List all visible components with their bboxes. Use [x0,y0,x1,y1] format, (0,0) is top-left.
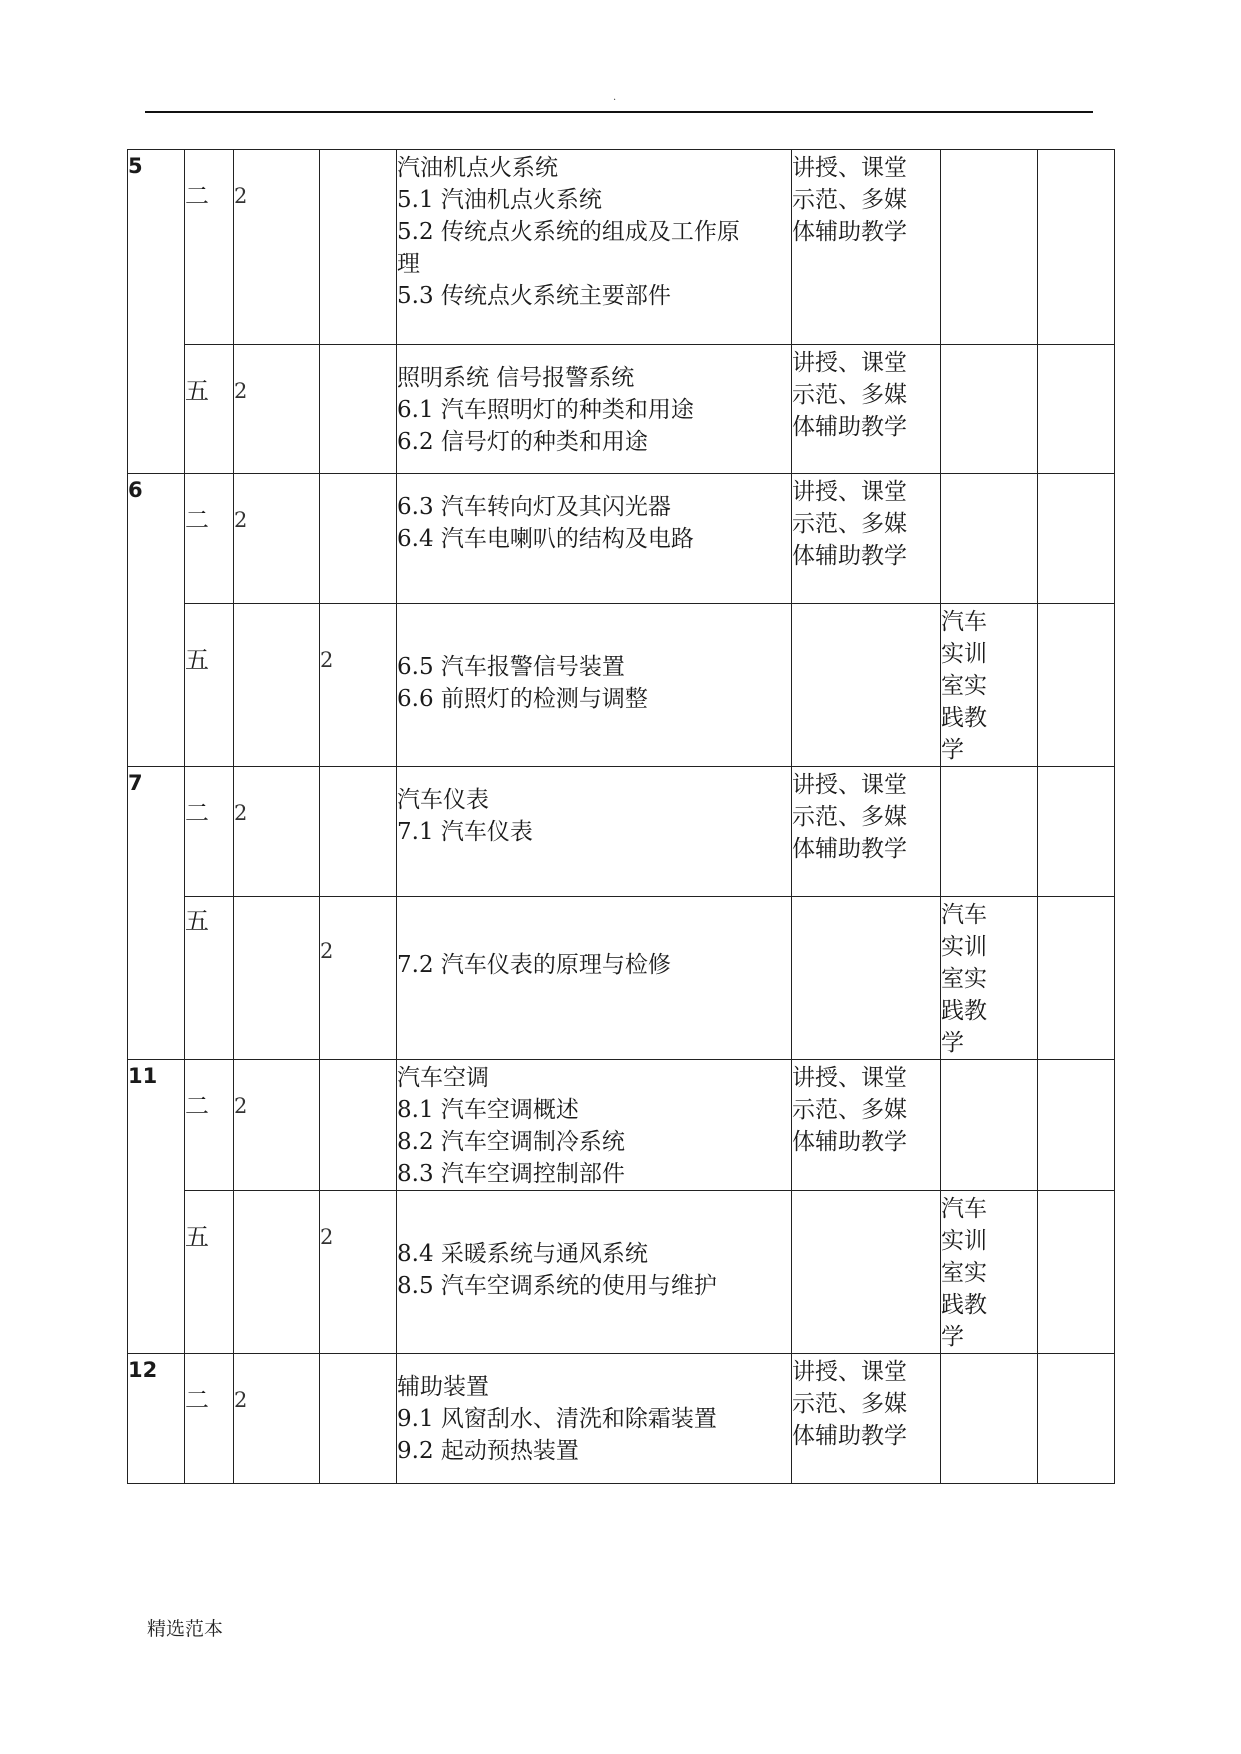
theory-hours-cell [234,604,320,767]
text-line: 实训 [941,641,987,667]
note-cell [1038,1060,1115,1191]
text-line: 8.1 汽车空调概述 [397,1097,579,1123]
week-number: 5 [128,150,185,474]
method-cell [792,604,941,767]
text-line: 体辅助教学 [792,543,907,569]
schedule-row [128,474,1115,604]
text-line: 体辅助教学 [792,1423,907,1449]
place-cell [941,604,1038,767]
place-cell [941,767,1038,897]
theory-hours-cell: 2 [234,1060,320,1191]
practice-hours-cell [320,767,397,897]
schedule-row [128,767,1115,897]
method-cell [792,1191,941,1354]
method-cell [792,474,941,604]
text-line: 践教 [941,705,987,731]
content-cell [397,1060,792,1191]
content-cell [397,345,792,474]
weekday-cell: 二 [185,767,234,897]
theory-hours-cell: 2 [234,767,320,897]
text-line: 讲授、课堂 [792,350,907,376]
text-line: 体辅助教学 [792,219,907,245]
text-line: 室实 [941,966,987,992]
method-cell [792,345,941,474]
text-line: 实训 [941,1228,987,1254]
text-line: 示范、多媒 [792,382,907,408]
content-cell [397,767,792,897]
content-cell [397,474,792,604]
text-line: 汽车 [941,1196,987,1222]
place-cell [941,150,1038,345]
weekday-cell: 二 [185,1354,234,1484]
footer-text: 精选范本 [147,1618,224,1640]
week-number: 11 [128,1060,185,1354]
text-line: 6.3 汽车转向灯及其闪光器 [397,494,671,520]
text-line: 践教 [941,1292,987,1318]
text-line: 6.2 信号灯的种类和用途 [397,429,648,455]
text-line: 示范、多媒 [792,511,907,537]
text-line: 讲授、课堂 [792,479,907,505]
week-number: 6 [128,474,185,767]
schedule-row [128,1060,1115,1191]
note-cell [1038,1354,1115,1484]
weekday-cell: 五 [185,897,234,1060]
text-line: 辅助装置 [397,1374,489,1400]
text-line: 体辅助教学 [792,836,907,862]
text-line: 6.6 前照灯的检测与调整 [397,686,648,712]
text-line: 讲授、课堂 [792,772,907,798]
text-line: 体辅助教学 [792,414,907,440]
method-cell [792,767,941,897]
theory-hours-cell [234,1191,320,1354]
place-cell [941,1060,1038,1191]
place-cell [941,1354,1038,1484]
note-cell [1038,150,1115,345]
header-mark: . [613,92,617,103]
text-line: 汽车 [941,609,987,635]
text-line: 实训 [941,934,987,960]
weekday-cell: 二 [185,474,234,604]
text-line: 体辅助教学 [792,1129,907,1155]
practice-hours-cell [320,345,397,474]
text-line: 学 [941,1030,964,1056]
text-line: 5.1 汽油机点火系统 [397,187,602,213]
practice-hours-cell [320,1060,397,1191]
method-cell [792,897,941,1060]
theory-hours-cell: 2 [234,1354,320,1484]
schedule-table [127,149,1115,1484]
text-line: 汽车 [941,902,987,928]
text-line: 讲授、课堂 [792,155,907,181]
text-line: 室实 [941,1260,987,1286]
theory-hours-cell: 2 [234,150,320,345]
schedule-row [128,150,1115,345]
text-line: 学 [941,1324,964,1350]
text-line: 8.5 汽车空调系统的使用与维护 [397,1273,717,1299]
place-cell [941,897,1038,1060]
method-cell [792,150,941,345]
text-line: 示范、多媒 [792,187,907,213]
text-line: 6.4 汽车电喇叭的结构及电路 [397,526,694,552]
text-line: 9.2 起动预热装置 [397,1438,579,1464]
note-cell [1038,897,1115,1060]
text-line: 9.1 风窗刮水、清洗和除霜装置 [397,1406,717,1432]
text-line: 学 [941,737,964,763]
practice-hours-cell: 2 [320,604,397,767]
weekday-cell: 五 [185,1191,234,1354]
schedule-row [128,897,1115,1060]
note-cell [1038,604,1115,767]
week-number: 7 [128,767,185,1060]
content-cell [397,150,792,345]
schedule-body [128,150,1115,1484]
theory-hours-cell [234,897,320,1060]
text-line: 8.2 汽车空调制冷系统 [397,1129,625,1155]
text-line: 照明系统 信号报警系统 [397,365,635,391]
text-line: 7.2 汽车仪表的原理与检修 [397,952,671,978]
text-line: 示范、多媒 [792,804,907,830]
note-cell [1038,345,1115,474]
place-cell [941,345,1038,474]
practice-hours-cell [320,150,397,345]
text-line: 讲授、课堂 [792,1065,907,1091]
weekday-cell: 五 [185,604,234,767]
content-cell [397,897,792,1060]
weekday-cell: 二 [185,1060,234,1191]
text-line: 6.1 汽车照明灯的种类和用途 [397,397,694,423]
practice-hours-cell: 2 [320,1191,397,1354]
practice-hours-cell: 2 [320,897,397,1060]
text-line: 8.4 采暖系统与通风系统 [397,1241,648,1267]
place-cell [941,1191,1038,1354]
content-cell [397,604,792,767]
weekday-cell: 五 [185,345,234,474]
note-cell [1038,1191,1115,1354]
schedule-row [128,345,1115,474]
weekday-cell: 二 [185,150,234,345]
text-line: 室实 [941,673,987,699]
text-line: 汽油机点火系统 [397,155,558,181]
place-cell [941,474,1038,604]
note-cell [1038,474,1115,604]
method-cell [792,1060,941,1191]
text-line: 理 [397,251,420,277]
text-line: 讲授、课堂 [792,1359,907,1385]
text-line: 5.3 传统点火系统主要部件 [397,283,671,309]
header-rule [145,111,1093,113]
theory-hours-cell: 2 [234,345,320,474]
text-line: 5.2 传统点火系统的组成及工作原 [397,219,740,245]
note-cell [1038,767,1115,897]
content-cell [397,1354,792,1484]
schedule-row [128,604,1115,767]
text-line: 示范、多媒 [792,1097,907,1123]
text-line: 8.3 汽车空调控制部件 [397,1161,625,1187]
practice-hours-cell [320,474,397,604]
text-line: 7.1 汽车仪表 [397,819,533,845]
practice-hours-cell [320,1354,397,1484]
text-line: 6.5 汽车报警信号装置 [397,654,625,680]
text-line: 践教 [941,998,987,1024]
week-number: 12 [128,1354,185,1484]
text-line: 示范、多媒 [792,1391,907,1417]
method-cell [792,1354,941,1484]
text-line: 汽车仪表 [397,787,489,813]
content-cell [397,1191,792,1354]
schedule-row [128,1191,1115,1354]
schedule-row [128,1354,1115,1484]
theory-hours-cell: 2 [234,474,320,604]
text-line: 汽车空调 [397,1065,489,1091]
